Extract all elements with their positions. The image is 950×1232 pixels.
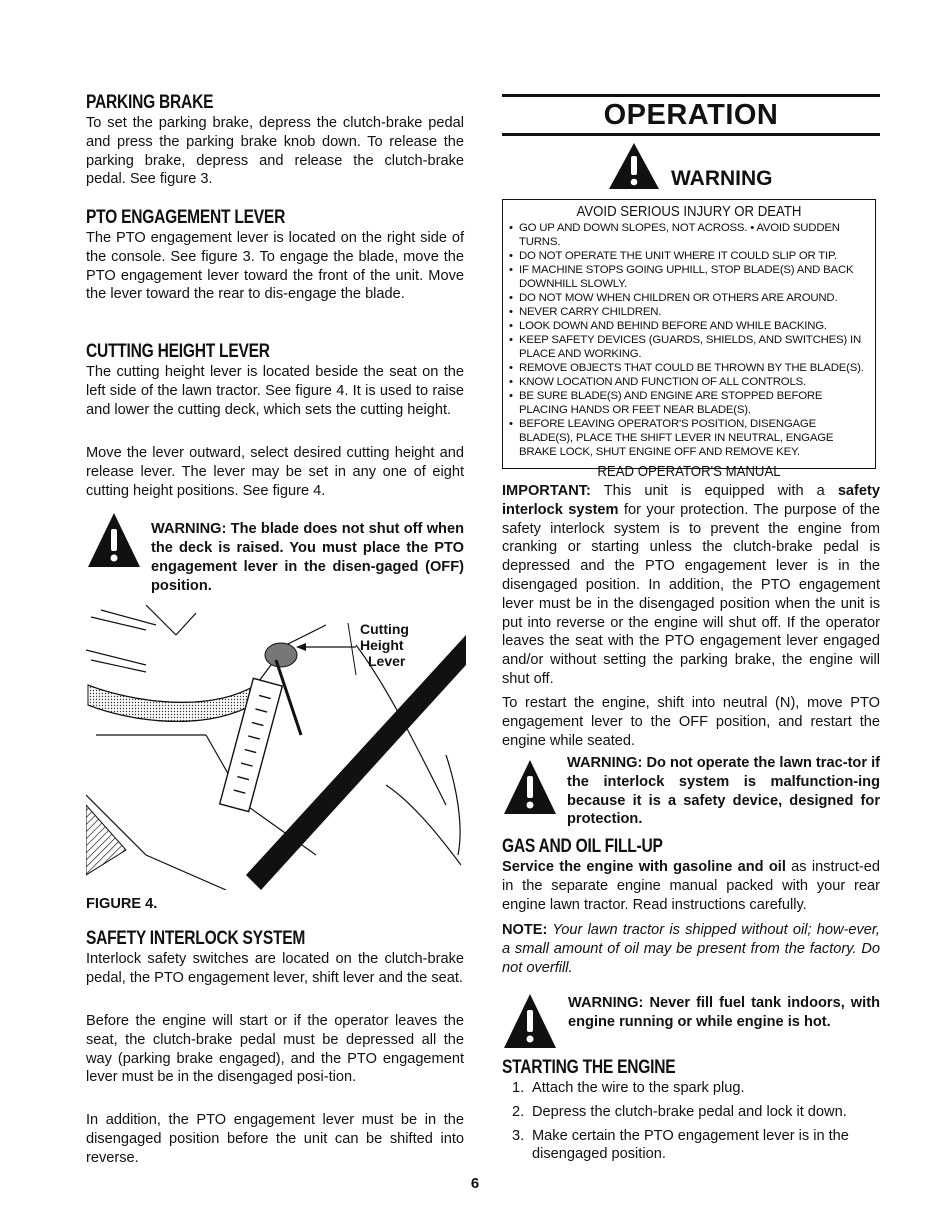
- interlock-warning-text: WARNING: Do not operate the lawn trac-tor if the interlock system is malfunction-ing because it is a safety device, designed for protection.: [567, 755, 880, 828]
- safety-item: • IF MACHINE STOPS GOING UPHILL, STOP BLADE(S) AND BACK DOWNHILL SLOWLY.: [509, 263, 869, 291]
- page-number: 6: [470, 1175, 480, 1192]
- safety-item: • KNOW LOCATION AND FUNCTION OF ALL CONTROLS.: [509, 375, 869, 389]
- figure-caption: FIGURE 4.: [86, 896, 158, 912]
- figure-callout: [360, 621, 409, 669]
- step-text: Depress the clutch-brake pedal and lock it down.: [532, 1103, 847, 1120]
- safety-warning-box: [502, 199, 876, 480]
- parking-brake-text: To set the parking brake, depress the clutch-brake pedal and press the parking brake knob down. To release the parking brake, depress and release the clutch-brake pedal. See figure 3.: [86, 115, 464, 188]
- safety-interlock-heading: SAFETY INTERLOCK SYSTEM: [86, 928, 306, 949]
- safety-interlock-text-3: In addition, the PTO engagement lever must be in the disengaged position before the unit can be shifted into reverse.: [86, 1112, 464, 1166]
- step-number: 3.: [512, 1127, 525, 1144]
- cutting-height-text-1: The cutting height lever is located beside the seat on the left side of the lawn tractor. See figure 4. It is used to raise and lower the cutting deck, which sets the cutting height.: [86, 364, 464, 418]
- step-text: Make certain the PTO engagement lever is in the disengaged position.: [532, 1127, 849, 1163]
- safety-interlock-text-2: Before the engine will start or if the operator leaves the seat, the clutch-brake pedal must be depressed all the way (parking brake engaged), and the PTO engagement lever must be in the disengaged posi-tion.: [86, 1013, 464, 1086]
- step-text: Attach the wire to the spark plug.: [532, 1080, 745, 1096]
- safety-item: • LOOK DOWN AND BEHIND BEFORE AND WHILE BACKING.: [509, 319, 869, 333]
- important-paragraph: [502, 482, 880, 689]
- operation-header: [502, 94, 880, 136]
- operation-title: OPERATION: [603, 99, 779, 131]
- restart-text: To restart the engine, shift into neutral (N), move PTO engagement lever to the OFF position, and restart the engine while seated.: [502, 695, 880, 749]
- safety-item: • GO UP AND DOWN SLOPES, NOT ACROSS. • AVOID SUDDEN TURNS.: [509, 221, 869, 249]
- gas-oil-rest: as instruct-ed in the separate engine manual packed with your rear engine lawn tractor. Read instructions carefully.: [502, 859, 880, 913]
- step-item: [502, 1127, 880, 1165]
- important-text-2: for your protection. The purpose of the safety interlock system is to prevent the engine from cranking or starting unless the clutch-brake pedal is depressed and the PTO engagement lever is in the disengaged position. In addition, the PTO engagement lever must be in the disengaged position when the unit is put into reverse or the engine will shut off. If the operator leaves the seat with the PTO engagement lever engaged and/or without setting the parking brake, the engine will shut off.: [502, 501, 880, 687]
- warning-title: WARNING: [671, 167, 773, 190]
- important-bold: safety interlock system: [502, 483, 880, 518]
- safety-item: • BEFORE LEAVING OPERATOR'S POSITION, DISENGAGE BLADE(S), PLACE THE SHIFT LEVER IN NEUTRAL, ENGAGE BRAKE LOCK, SHUT ENGINE OFF AND REMOVE KEY.: [509, 417, 869, 459]
- cutting-height-heading: CUTTING HEIGHT LEVER: [86, 341, 270, 362]
- warning-triangle-icon: [502, 758, 558, 816]
- note-text: [502, 921, 880, 977]
- callout-line-1: Cutting: [360, 621, 409, 637]
- note-body: Your lawn tractor is shipped without oil; how-ever, a small amount of oil may be present from the factory. Do not overfill.: [502, 922, 880, 976]
- important-text-1: This unit is equipped with a: [590, 483, 838, 499]
- safety-item: • NEVER CARRY CHILDREN.: [509, 305, 869, 319]
- starting-engine-heading: STARTING THE ENGINE: [502, 1057, 676, 1078]
- safety-item: • DO NOT OPERATE THE UNIT WHERE IT COULD SLIP OR TIP.: [509, 249, 869, 263]
- safety-list: [503, 221, 875, 459]
- parking-brake-heading: PARKING BRAKE: [86, 92, 214, 113]
- figure-4-illustration: [86, 605, 466, 890]
- step-item: [502, 1079, 880, 1098]
- fuel-warning-text: WARNING: Never fill fuel tank indoors, with engine running or while engine is hot.: [568, 995, 880, 1030]
- warning-triangle-icon: [86, 511, 142, 569]
- step-number: 1.: [512, 1080, 525, 1096]
- safety-item: • BE SURE BLADE(S) AND ENGINE ARE STOPPED BEFORE PLACING HANDS OR FEET NEAR BLADE(S).: [509, 389, 869, 417]
- note-label: NOTE:: [502, 922, 548, 938]
- step-item: [502, 1103, 880, 1122]
- cutting-height-text-2: Move the lever outward, select desired cutting height and release lever. The lever may be set in any one of eight cutting height positions. See figure 4.: [86, 445, 464, 499]
- operation-bottom-rule: [502, 133, 880, 136]
- callout-line-3: Lever: [368, 653, 406, 669]
- gas-oil-bold: Service the engine with gasoline and oil: [502, 859, 786, 875]
- step-number: 2.: [512, 1103, 525, 1120]
- callout-line-2: Height: [360, 637, 404, 653]
- pto-lever-text: The PTO engagement lever is located on the right side of the console. See figure 3. To engage the blade, move the PTO engagement lever toward the front of the unit. Move the lever toward the rear to dis-engage the blade.: [86, 230, 464, 303]
- pto-lever-heading: PTO ENGAGEMENT LEVER: [86, 207, 286, 228]
- blade-warning-text: WARNING: The blade does not shut off when the deck is raised. You must place the PTO engagement lever in the disen-gaged (OFF) position.: [151, 521, 464, 594]
- safety-item: • REMOVE OBJECTS THAT COULD BE THROWN BY THE BLADE(S).: [509, 361, 869, 375]
- gas-oil-text: [502, 858, 880, 914]
- box-footer: READ OPERATOR'S MANUAL: [597, 463, 781, 480]
- warning-triangle-icon: [607, 141, 661, 191]
- starting-steps: [502, 1079, 880, 1169]
- safety-item: • DO NOT MOW WHEN CHILDREN OR OTHERS ARE AROUND.: [509, 291, 869, 305]
- safety-interlock-text-1: Interlock safety switches are located on the clutch-brake pedal, the PTO engagement lever, shift lever and the seat.: [86, 951, 464, 986]
- warning-triangle-icon: [502, 992, 558, 1050]
- safety-item: • KEEP SAFETY DEVICES (GUARDS, SHIELDS, AND SWITCHES) IN PLACE AND WORKING.: [509, 333, 869, 361]
- important-label: IMPORTANT:: [502, 483, 591, 499]
- box-heading: AVOID SERIOUS INJURY OR DEATH: [576, 203, 802, 220]
- gas-oil-heading: GAS AND OIL FILL-UP: [502, 836, 663, 857]
